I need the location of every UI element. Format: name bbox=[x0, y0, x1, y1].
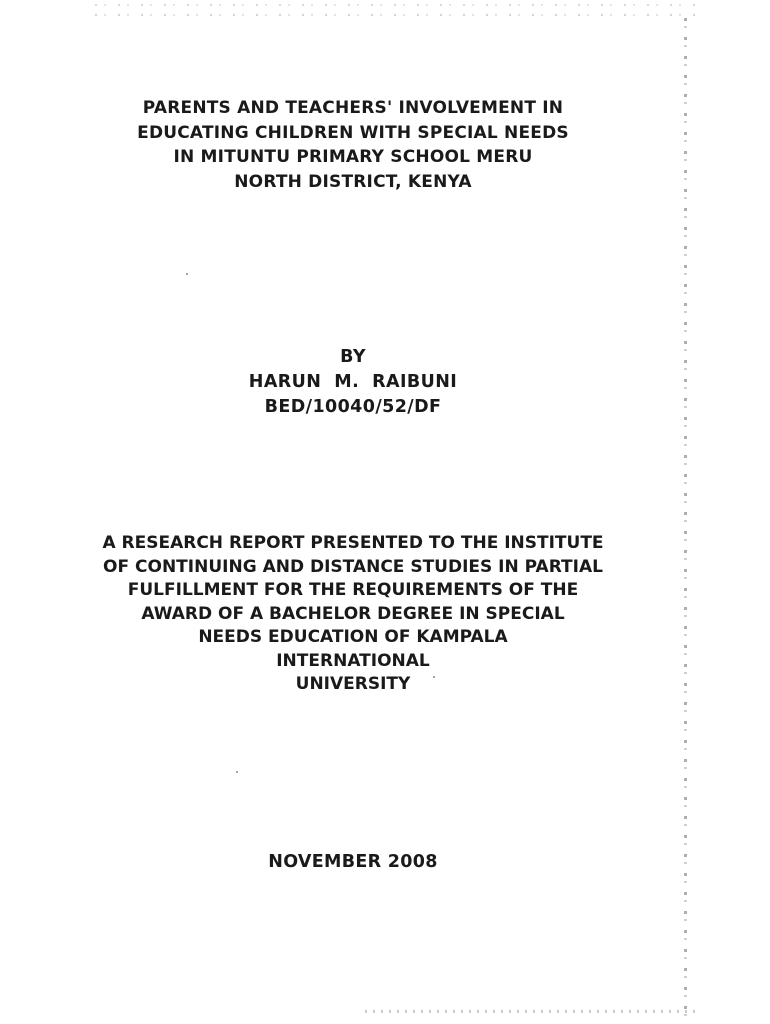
submission-date: NOVEMBER 2008 bbox=[268, 852, 438, 872]
statement-line: AWARD OF A BACHELOR DEGREE IN SPECIAL bbox=[141, 603, 565, 624]
statement-line: A RESEARCH REPORT PRESENTED TO THE INSTITUTE bbox=[102, 533, 604, 553]
author-name: HARUN M. RAIBUNI bbox=[248, 372, 458, 392]
scan-speck bbox=[236, 771, 238, 773]
by-label: BY bbox=[340, 347, 366, 367]
report-statement bbox=[0, 532, 706, 697]
statement-line: UNIVERSITY bbox=[295, 674, 411, 694]
statement-line: INTERNATIONAL bbox=[276, 650, 430, 671]
title-line: EDUCATING CHILDREN WITH SPECIAL NEEDS bbox=[137, 122, 569, 143]
author-block bbox=[0, 345, 706, 420]
registration-number: BED/10040/52/DF bbox=[264, 397, 442, 417]
scan-artifact-top-edge bbox=[95, 4, 695, 20]
scan-speck bbox=[186, 273, 188, 275]
statement-line: OF CONTINUING AND DISTANCE STUDIES IN PARTIAL bbox=[103, 556, 603, 577]
title-line: PARENTS AND TEACHERS' INVOLVEMENT IN bbox=[142, 98, 564, 118]
statement-line: FULFILLMENT FOR THE REQUIREMENTS OF THE bbox=[127, 580, 579, 600]
statement-line: NEEDS EDUCATION OF KAMPALA bbox=[198, 627, 508, 647]
scan-artifact-bottom-edge bbox=[365, 1010, 695, 1013]
thesis-title bbox=[0, 96, 706, 194]
title-line: NORTH DISTRICT, KENYA bbox=[234, 171, 472, 192]
title-line: IN MITUNTU PRIMARY SCHOOL MERU bbox=[173, 147, 533, 167]
